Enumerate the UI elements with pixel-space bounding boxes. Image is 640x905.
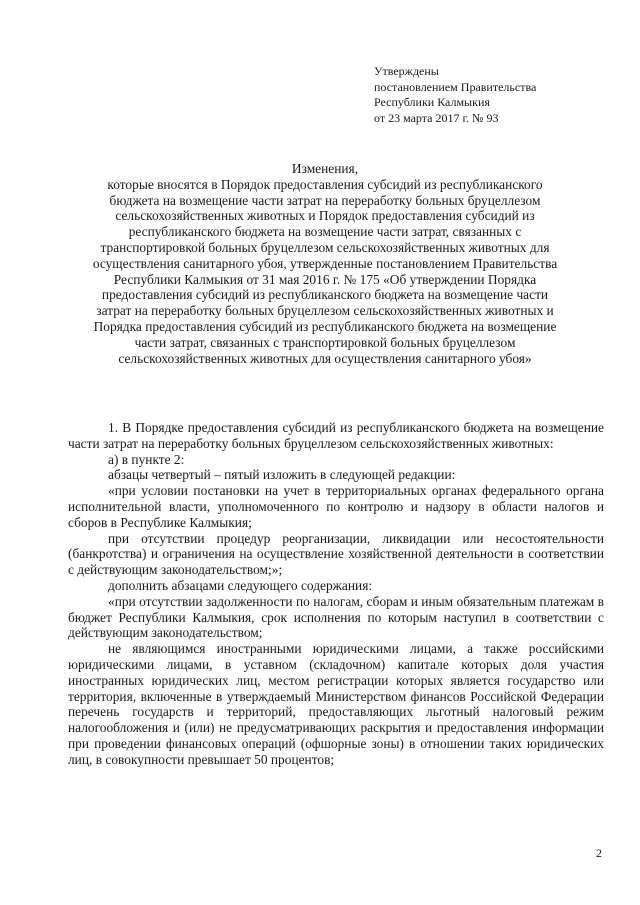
title-line: Изменения, [291, 161, 359, 176]
approval-stamp [374, 64, 536, 126]
title-line: бюджета на возмещение части затрат на переработку больных бруцеллезом [109, 192, 541, 208]
title-line: предоставления субсидий из республиканского бюджета на возмещение части [101, 287, 549, 303]
body-paragraph: 1. В Порядке предоставления субсидий из республиканского бюджета на возмещение части затрат на переработку больных бруцеллезом сельскохозяйственных животных: [68, 420, 604, 451]
body-paragraph: а) в пункте 2: [108, 451, 185, 467]
document-title [60, 161, 590, 366]
body-paragraph: при отсутствии процедур реорганизации, ликвидации или несостоятельности (банкротства) и ограничения на осуществление хозяйственной деятельности в соответствии с действующим законодательством;»; [68, 530, 604, 578]
approval-line: от 23 марта 2017 г. № 93 [374, 110, 499, 125]
title-line: которые вносятся в Порядок предоставления субсидий из республиканского [107, 176, 543, 192]
title-line: сельскохозяйственных животных для осуществления санитарного убоя» [118, 350, 532, 366]
document-body [68, 420, 604, 768]
page-number: 2 [596, 846, 602, 860]
body-paragraph: не являющимся иностранными юридическими лицами, а также российскими юридическими лицами, в уставном (складочном) капитале которых доля участия иностранных юридических лиц, местом регистрации которых является государство или территория, включенные в утверждаемый Министерством финансов Российской Федерации перечень государств и территорий, предоставляющих льготный налоговый режим налогообложения и (или) не предусматривающих раскрытия и предоставления информации при проведении финансовых операций (офшорные зоны) в отношении таких юридических лиц, в совокупности превышает 50 процентов; [68, 641, 604, 767]
approval-line: Утверждены [374, 64, 439, 78]
title-line: республиканского бюджета на возмещение части затрат, связанных с [128, 224, 522, 240]
title-line: сельскохозяйственных животных и Порядок предоставления субсидий из [115, 208, 535, 224]
title-line: осуществления санитарного убоя, утвержденные постановлением Правительства [92, 255, 558, 271]
title-line: транспортировкой больных бруцеллезом сельскохозяйственных животных для [100, 239, 550, 255]
body-paragraph: «при условии постановки на учет в территориальных органах федерального органа исполнительной власти, уполномоченного по контролю и надзору в области налогов и сборов в Республике Калмыкия; [68, 483, 604, 530]
title-line: затрат на переработку больных бруцеллезом сельскохозяйственных животных и [96, 303, 554, 319]
title-line: Порядка предоставления субсидий из республиканского бюджета на возмещение [93, 318, 557, 334]
body-paragraph: «при отсутствии задолженности по налогам, сборам и иным обязательным платежам в бюджет Республики Калмыкия, срок исполнения по которым наступил в соответствии с действующим законодательством; [68, 593, 604, 641]
title-line: Республики Калмыкия от 31 мая 2016 г. № 175 «Об утверждении Порядка [113, 271, 537, 287]
body-paragraph: абзацы четвертый – пятый изложить в следующей редакции: [108, 467, 456, 483]
title-line: части затрат, связанных с транспортировкой больных бруцеллезом [134, 334, 516, 350]
body-paragraph: дополнить абзацами следующего содержания: [108, 577, 373, 593]
approval-line: постановлением Правительства [374, 79, 537, 94]
approval-line: Республики Калмыкия [374, 95, 490, 109]
